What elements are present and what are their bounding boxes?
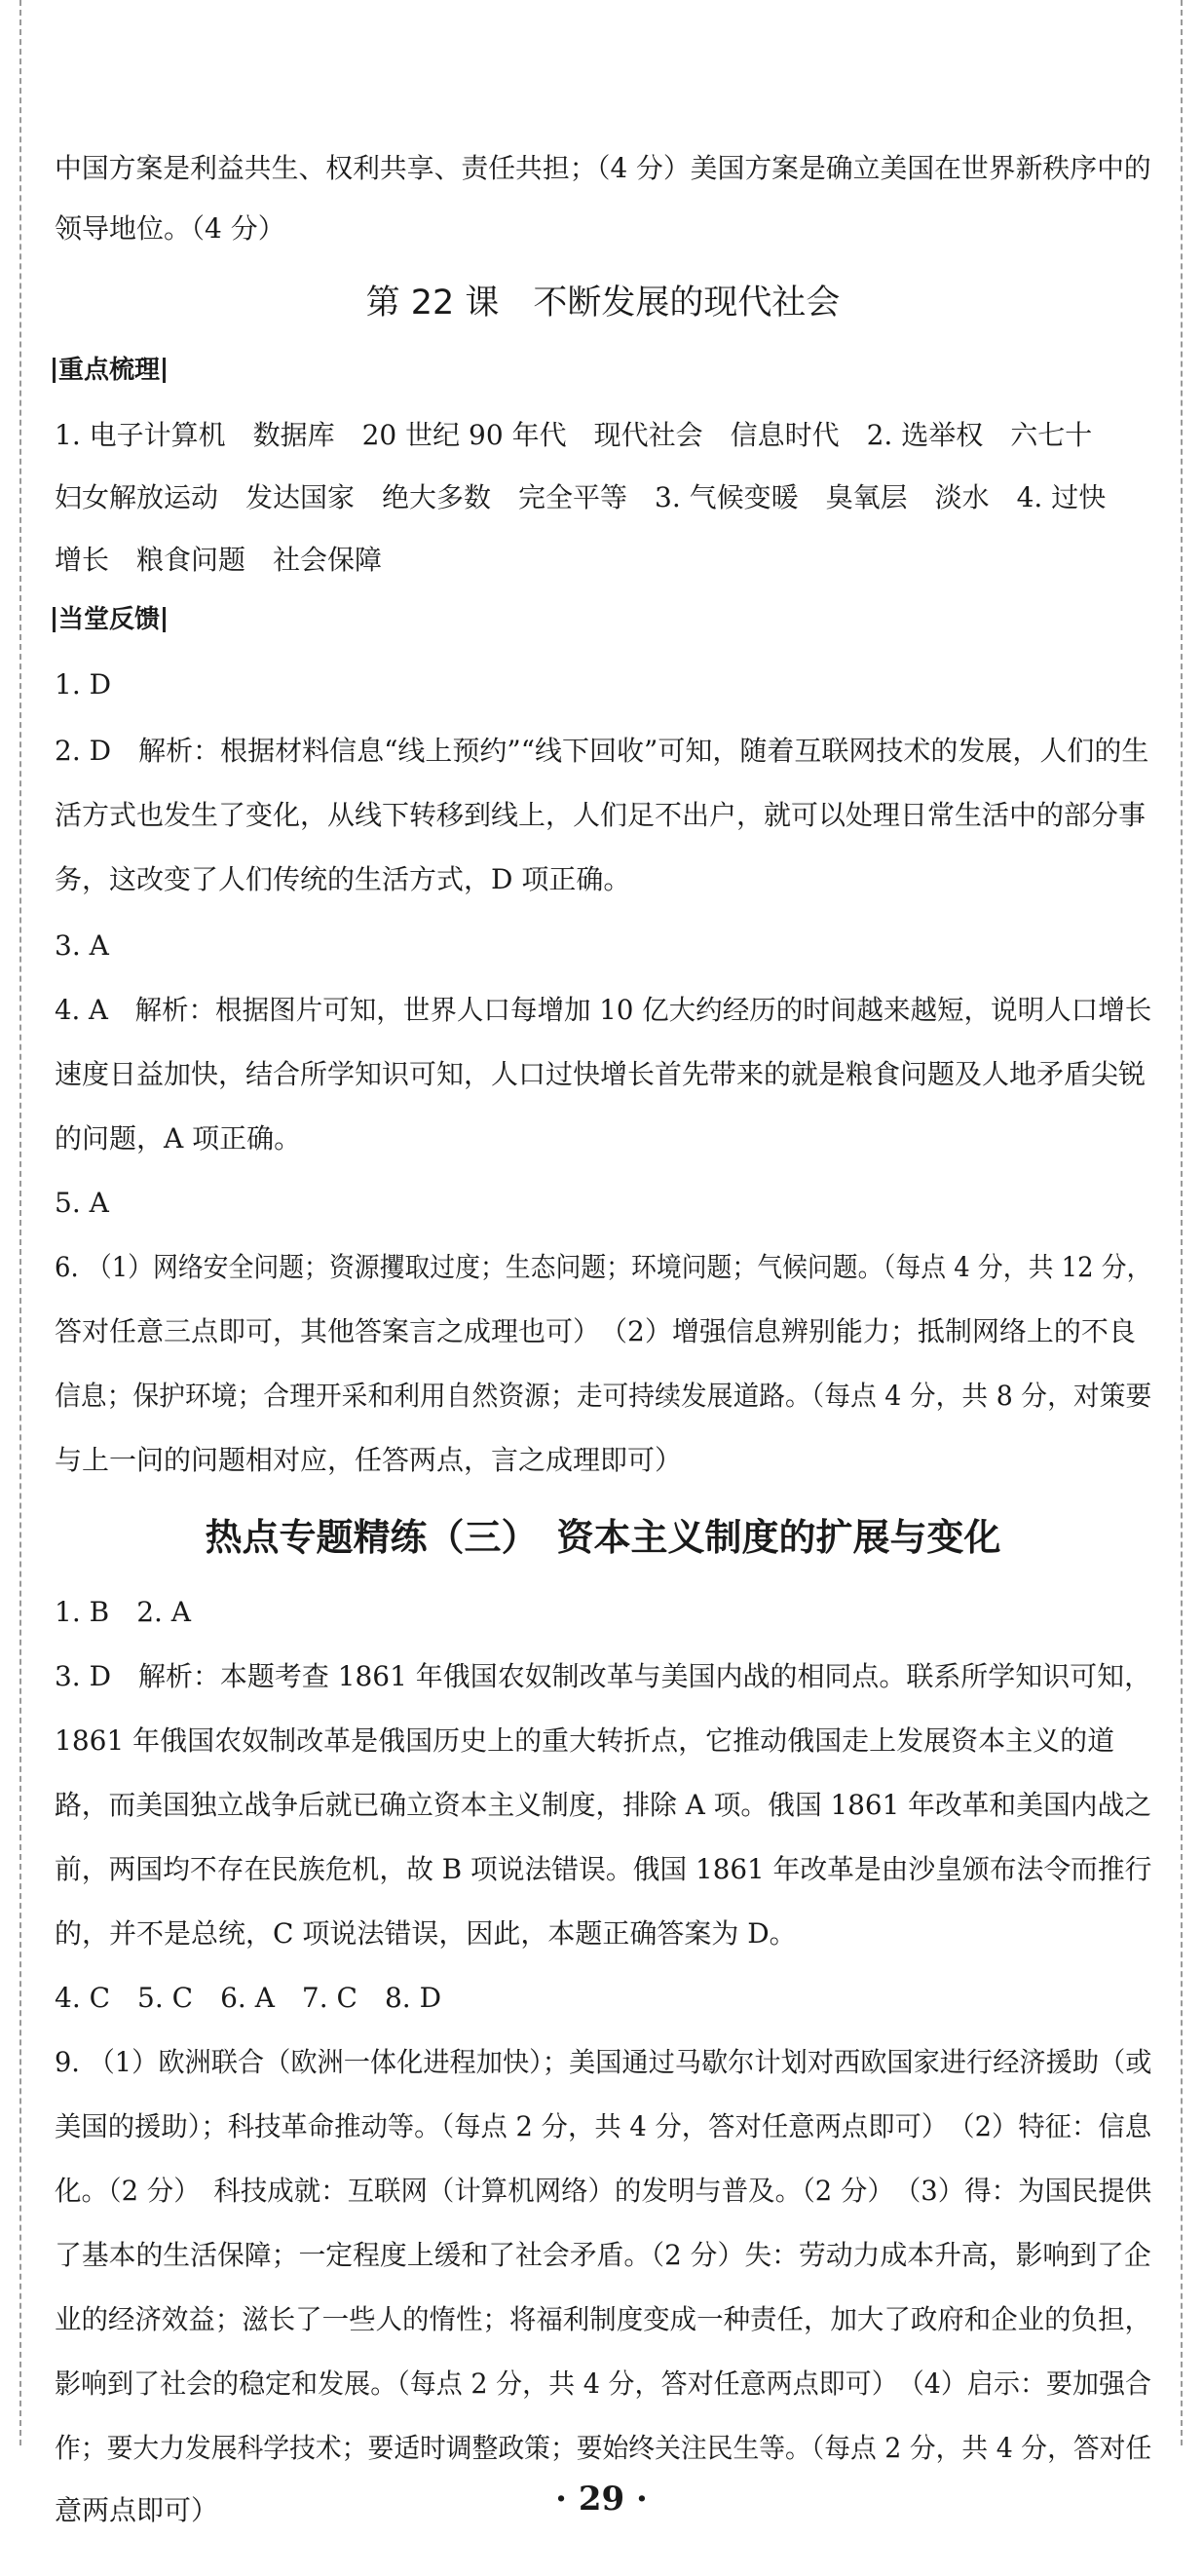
text-line: 1. 电子计算机 数据库 20 世纪 90 年代 现代社会 信息时代 2. 选举权 六七十	[55, 419, 1093, 451]
text-line: 答对任意三点即可，其他答案言之成理也可） （2）增强信息辨别能力；抵制网络上的不良	[55, 1315, 1136, 1347]
text-line: 活方式也发生了变化，从线下转移到线上，人们足不出户，就可以处理日常生活中的部分事	[55, 799, 1147, 831]
text-line: 1. D	[55, 668, 112, 701]
text-line: 影响到了社会的稳定和发展。（每点 2 分，共 4 分，答对任意两点即可） （4）启示：要加强合	[55, 2368, 1152, 2400]
section-label-key-points: 重点梳理	[55, 354, 164, 387]
page-footer	[0, 2480, 1203, 2519]
lesson-title: 第 22 课 不断发展的现代社会	[365, 284, 841, 322]
bullet-dot-icon: ·	[555, 2480, 567, 2519]
text-line: 2. D 解析：根据材料信息“线上预约”“线下回收”可知，随着互联网技术的发展，人们的生	[55, 735, 1149, 767]
hotspot-title: 热点专题精练（三） 资本主义制度的扩展与变化	[205, 1515, 1001, 1559]
text-line: 美国的援助）；科技革命推动等。（每点 2 分，共 4 分，答对任意两点即可） （2）特征：信息	[55, 2110, 1152, 2142]
text-line: 3. D 解析：本题考查 1861 年俄国农奴制改革与美国内战的相同点。联系所学知识可知，	[55, 1660, 1152, 1692]
text-line: 作；要大力发展科学技术；要适时调整政策；要始终关注民生等。（每点 2 分，共 4 分，答对任	[55, 2432, 1152, 2464]
text-line: 信息；保护环境；合理开采和利用自然资源；走可持续发展道路。（每点 4 分，共 8 分，对策要	[55, 1380, 1152, 1412]
text-line: 1861 年俄国农奴制改革是俄国历史上的重大转折点，它推动俄国走上发展资本主义的道	[55, 1724, 1115, 1757]
text-line: 1. B 2. A	[55, 1596, 192, 1628]
text-line: 的问题，A 项正确。	[55, 1122, 302, 1155]
text-line: 业的经济效益；滋长了一些人的惰性；将福利制度变成一种责任，加大了政府和企业的负担，	[55, 2303, 1152, 2335]
text-line: 4. A 解析：根据图片可知，世界人口每增加 10 亿大约经历的时间越来越短，说明人口增长	[55, 994, 1152, 1026]
text-line: 化。（2 分） 科技成就：互联网（计算机网络）的发明与普及。（2 分） （3）得：为国民提供	[55, 2175, 1152, 2207]
text-line: 9. （1）欧洲联合（欧洲一体化进程加快）；美国通过马歇尔计划对西欧国家进行经济援助（或	[55, 2046, 1152, 2078]
text-line: 路，而美国独立战争后就已确立资本主义制度，排除 A 项。俄国 1861 年改革和美国内战之	[55, 1789, 1152, 1821]
text-line: 中国方案是利益共生、权利共享、责任共担；（4 分）美国方案是确立美国在世界新秩序中的	[55, 152, 1151, 184]
text-line: 务，这改变了人们传统的生活方式，D 项正确。	[55, 863, 631, 895]
page-number: 29	[578, 2480, 625, 2519]
section-label-feedback: 当堂反馈	[55, 603, 164, 636]
text-line: 速度日益加快，结合所学知识可知，人口过快增长首先带来的就是粮食问题及人地矛盾尖锐	[55, 1058, 1147, 1090]
text-line: 4. C 5. C 6. A 7. C 8. D	[55, 1982, 442, 2014]
text-line: 了基本的生活保障；一定程度上缓和了社会矛盾。（2 分）失：劳动力成本升高，影响到了企	[55, 2239, 1151, 2271]
text-line: 3. A	[55, 929, 109, 962]
text-line: 增长 粮食问题 社会保障	[55, 544, 383, 576]
text-line: 前，两国均不存在民族危机，故 B 项说法错误。俄国 1861 年改革是由沙皇颁布法令而推行	[55, 1853, 1152, 1885]
text-line: 6. （1）网络安全问题；资源攫取过度；生态问题；环境问题；气候问题。（每点 4 分，共 12 分，	[55, 1251, 1152, 1283]
bullet-dot-icon: ·	[636, 2480, 648, 2519]
text-line: 领导地位。（4 分）	[55, 212, 285, 245]
text-line: 意两点即可）	[55, 2494, 219, 2526]
text-line: 5. A	[55, 1187, 109, 1219]
text-line: 与上一问的问题相对应，任答两点，言之成理即可）	[55, 1444, 683, 1476]
text-line: 妇女解放运动 发达国家 绝大多数 完全平等 3. 气候变暖 臭氧层 淡水 4. 过快	[55, 481, 1107, 513]
text-line: 的，并不是总统，C 项说法错误，因此，本题正确答案为 D。	[55, 1917, 797, 1950]
